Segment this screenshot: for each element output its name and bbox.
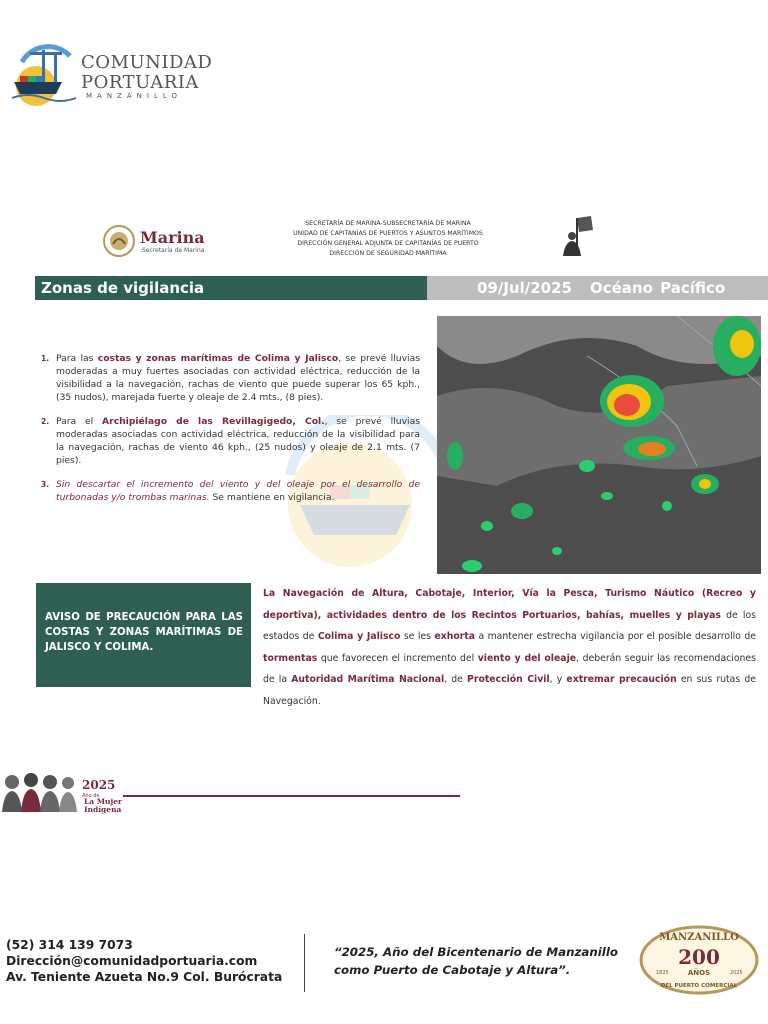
marina-logo [102,224,222,260]
women-portraits-icon [0,768,78,814]
list-item: 3. Sin descartar el incremento del viento y del oleaje por el desarrollo de turbonadas y/o trombas marinas. Se mantiene en vigilancia. [41,479,420,503]
satellite-image [437,316,761,574]
logo-line-2: PORTUARIA [81,72,199,93]
year-theme: La Mujer Indígena [84,797,122,814]
logo-line-1: COMUNIDAD [81,52,213,73]
report-date: 09/Jul/2025 [477,279,572,297]
title-bar [35,276,768,300]
seal-year-2: 2025 [730,970,743,976]
marina-name: Marina [140,228,205,247]
comunidad-portuaria-logo [8,42,213,112]
list-item: 2. Para el Archipiélago de las Revillagigedo, Col., se prevé lluvias moderadas asociadas con actividad eléctrica, reducción de la visibilidad para la navegación, rachas de viento 46 kph., (25 nudos) y oleaje de 2.1 mts. (7 pies). [41,416,420,466]
port-ship-icon [8,42,78,110]
mujer-indigena-banner [0,768,470,816]
logo-line-3: MANZANILLO [86,92,183,100]
200-years-seal [638,924,760,996]
footer-divider [304,934,305,992]
institution-header [268,219,508,259]
header-line: DIRECCIÓN DE SEGURIDAD MARÍTIMA [329,250,447,257]
marina-subtitle: Secretaría de Marina [142,247,205,254]
seal-top: MANZANILLO [659,932,739,943]
header-line: UNIDAD DE CAPITANÍAS DE PUERTOS Y ASUNTOS MARÍTIMOS [293,230,483,237]
year-caption: Año de [82,793,100,799]
date-ocean [427,276,768,300]
seal-number: 200 [678,945,720,969]
phone: (52) 314 139 7073 [6,938,133,952]
seal-bottom: DEL PUERTO COMERCIAL [660,983,738,989]
warning-text: La Navegación de Altura, Cabotaje, Interior, Vía la Pesca, Turismo Náutico (Recreo y deportiva), actividades dentro de los Recintos Portuarios, bahías, muelles y playas de los estados de Colima y Jalisco se les exhorta a mantener estrecha vigilancia por el posible desarrollo de tormentas que favorecen el incremento del viento y del oleaje, deberán seguir las recomendaciones de la Autoridad Marítima Nacional, de Protección Civil, y extremar precaución en sus rutas de Navegación. [263,588,756,707]
seal-anos: AÑOS [687,969,711,977]
header-line: DIRECCIÓN GENERAL ADJUNTA DE CAPITANÍAS DE PUERTO [297,240,479,247]
address: Av. Teniente Azueta No.9 Col. Burócrata [6,970,283,984]
forecast-list [38,352,420,515]
header-line: SECRETARÍA DE MARINA-SUBSECRETARÍA DE MARINA [305,220,471,227]
divider-line [123,795,460,797]
bicentennial-quote: “2025, Año del Bicentenario de Manzanillo como Puerto de Cabotaje y Altura”. [334,945,618,977]
seal-year-1: 1825 [656,970,669,976]
coat-of-arms-icon [102,224,136,258]
warning-box: AVISO DE PRECAUCIÓN PARA LAS COSTAS Y ZONAS MARÍTIMAS DE JALISCO Y COLIMA. [36,583,251,687]
contact-info [6,937,282,985]
list-item: 1. Para las costas y zonas marítimas de Colima y Jalisco, se prevé lluvias moderadas a muy fuertes asociadas con actividad eléctrica, reducción de la visibilidad a la navegación, rachas de viento que puede superar los 65 kph., (35 nudos), marejada fuerte y oleaje de 2.4 mts., (8 pies). [41,353,420,403]
flag-sailor-icon [557,214,597,260]
ocean-name: Océano Pacífico [589,279,726,297]
email: Dirección@comunidadportuaria.com [6,954,258,968]
zones-title: Zonas de vigilancia [35,276,427,300]
year-2025: 2025 [82,778,116,792]
